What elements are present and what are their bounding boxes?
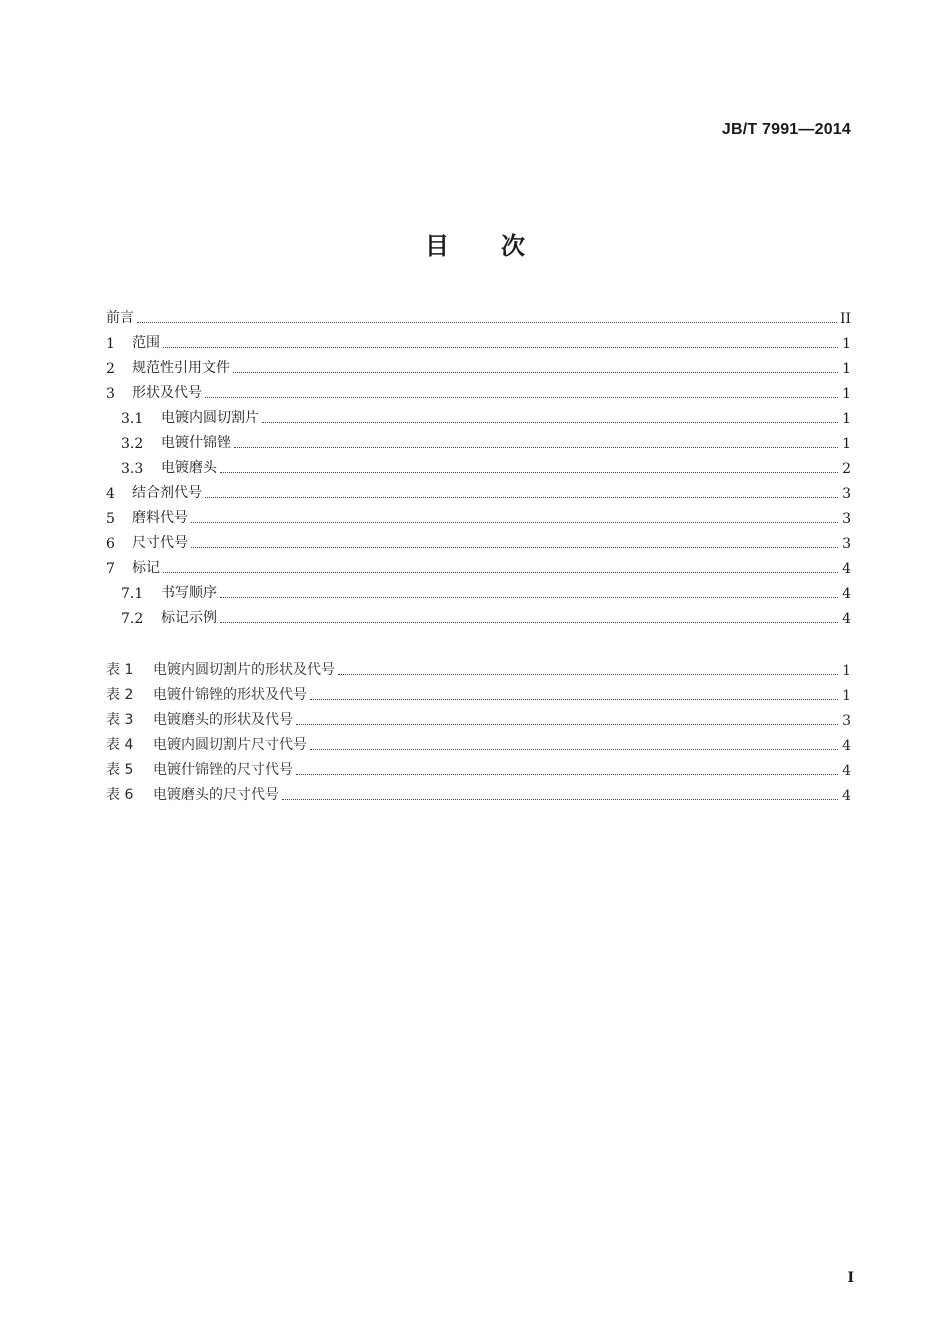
toc-entry[interactable] [106,327,851,352]
toc-entry-label: 前言 [106,310,134,326]
toc-entry-label: 标记示例 [161,610,217,626]
dot-leader [191,521,838,523]
toc-entry-page: 1 [842,361,851,377]
toc-entry-page: 4 [842,611,851,627]
toc-entry-label: 电镀内圆切割片 [161,410,259,426]
dot-leader [137,321,837,323]
dot-leader [163,571,838,573]
toc-entry-page: 4 [842,586,851,602]
toc-entry-label: 标记 [132,560,160,576]
dot-leader [205,396,838,398]
toc-entry-label: 磨料代号 [132,510,188,526]
table-entry-number: 表 5 [106,762,134,778]
dot-leader [205,496,838,498]
toc-entry-page: 3 [842,536,851,552]
toc-entry-page: 1 [842,386,851,402]
toc-entry-page: 3 [842,486,851,502]
toc-entry-number: 3.3 [121,461,144,477]
toc-entry-number: 5 [106,511,115,527]
toc-entry-page: II [839,311,851,327]
toc-entry-label: 书写顺序 [161,585,217,601]
toc-entry-page: 1 [842,411,851,427]
table-entry-label: 电镀内圆切割片的形状及代号 [153,662,335,678]
table-entry-page: 4 [842,738,851,754]
table-entry[interactable] [106,654,851,679]
toc-entry[interactable] [106,377,851,402]
toc-entry-label: 尺寸代号 [132,535,188,551]
table-entry-label: 电镀磨头的尺寸代号 [153,787,279,803]
dot-leader [233,371,838,373]
table-entry-page: 1 [842,688,851,704]
dot-leader [191,546,838,548]
toc-entry-number: 2 [106,361,115,377]
dot-leader [234,446,838,448]
table-entry[interactable] [106,679,851,704]
dot-leader [296,773,838,775]
toc-entry[interactable] [106,552,851,577]
standard-code: JB/T 7991—2014 [721,121,851,138]
toc-entry[interactable] [106,302,851,327]
toc-entry-number: 7.2 [121,611,144,627]
table-entry-number: 表 3 [106,712,134,728]
table-entry[interactable] [106,754,851,779]
table-entry-number: 表 6 [106,787,134,803]
toc-entry-number: 3.1 [121,411,144,427]
table-entry-number: 表 2 [106,687,134,703]
toc-entry-label: 形状及代号 [132,385,202,401]
toc-entry-number: 7.1 [121,586,144,602]
toc-entry-number: 3 [106,386,115,402]
toc-entry-number: 6 [106,536,115,552]
toc-entry-page: 1 [842,436,851,452]
table-list [106,654,851,804]
table-entry-label: 电镀什锦锉的形状及代号 [153,687,307,703]
toc-entry-page: 1 [842,336,851,352]
toc-entry-label: 电镀磨头 [161,460,217,476]
toc-entry-label: 规范性引用文件 [132,360,230,376]
toc-entry-label: 电镀什锦锉 [161,435,231,451]
dot-leader [282,798,838,800]
dot-leader [262,421,838,423]
table-entry-page: 3 [842,713,851,729]
toc-entry-label: 范围 [132,335,160,351]
toc-entry-number: 1 [106,336,115,352]
toc-entry[interactable] [106,427,851,452]
dot-leader [310,748,838,750]
toc-entry[interactable] [106,602,851,627]
toc-entry[interactable] [106,402,851,427]
toc-entry-page: 4 [842,561,851,577]
toc-entry[interactable] [106,352,851,377]
table-entry[interactable] [106,729,851,754]
dot-leader [310,698,838,700]
table-entry-label: 电镀什锦锉的尺寸代号 [153,762,293,778]
toc-entry[interactable] [106,452,851,477]
toc-entry-label: 结合剂代号 [132,485,202,501]
table-entry-page: 1 [842,663,851,679]
dot-leader [220,471,838,473]
table-entry[interactable] [106,704,851,729]
toc-entry[interactable] [106,577,851,602]
toc-entry[interactable] [106,502,851,527]
toc-entry-number: 7 [106,561,115,577]
table-entry-number: 表 1 [106,662,134,678]
dot-leader [220,621,838,623]
dot-leader [338,673,838,675]
toc-entry[interactable] [106,477,851,502]
table-entry-label: 电镀磨头的形状及代号 [153,712,293,728]
toc-entry[interactable] [106,527,851,552]
table-entry-page: 4 [842,763,851,779]
toc-entry-number: 4 [106,486,115,502]
dot-leader [296,723,838,725]
toc-entry-number: 3.2 [121,436,144,452]
page-number: I [847,1270,854,1286]
table-entry-page: 4 [842,788,851,804]
dot-leader [220,596,838,598]
table-entry-label: 电镀内圆切割片尺寸代号 [153,737,307,753]
table-entry[interactable] [106,779,851,804]
toc-list [106,302,851,627]
toc-entry-page: 3 [842,511,851,527]
toc-entry-page: 2 [842,461,851,477]
table-entry-number: 表 4 [106,737,134,753]
dot-leader [163,346,838,348]
page-title: 目次 [425,232,577,260]
